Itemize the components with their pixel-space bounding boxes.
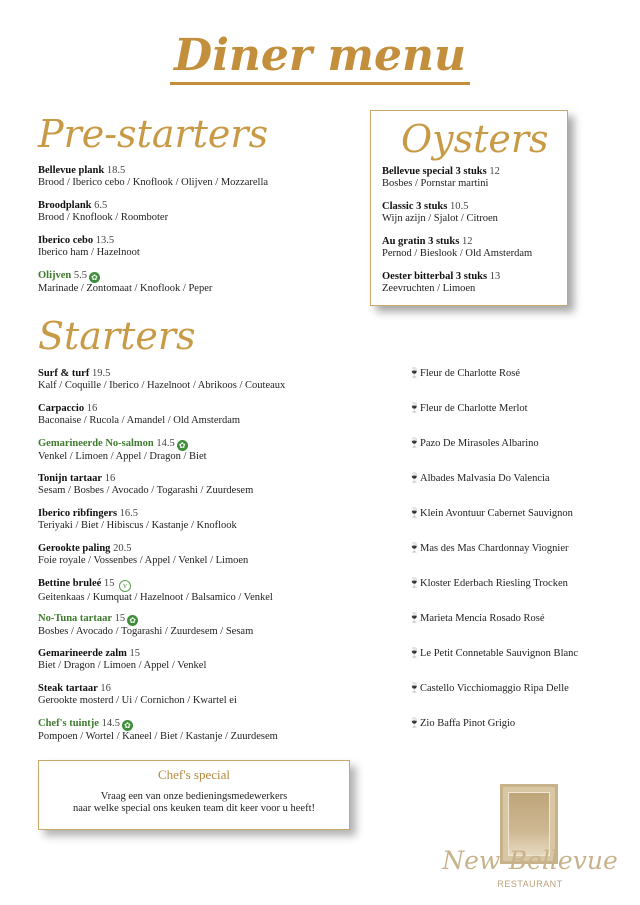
pre-starters-list (38, 165, 268, 305)
item-price: 15 (129, 648, 141, 659)
menu-item (38, 438, 285, 473)
item-price: 19.5 (91, 368, 111, 379)
item-name: Iberico cebo (38, 235, 94, 246)
item-price: 16 (100, 683, 111, 694)
item-price: 12 (461, 236, 473, 247)
item-name: No-Tuna tartaar (38, 613, 112, 624)
wine-name: Pazo De Mirasoles Albarino (420, 438, 539, 449)
item-price: 10.5 (449, 201, 469, 212)
menu-item (38, 648, 285, 683)
item-price: 13 (489, 271, 501, 282)
vegan-icon: ✿ (177, 440, 188, 451)
chefs-special-text (39, 791, 349, 815)
item-name: Chef's tuintje (38, 718, 99, 729)
item-name: Classic 3 stuks (382, 201, 448, 212)
wine-pairing-list (408, 368, 578, 753)
menu-item (38, 403, 285, 438)
menu-item (38, 543, 285, 578)
menu-item (38, 473, 285, 508)
wine-name: Castello Vicchiomaggio Ripa Delle (420, 683, 569, 694)
item-name: Gemarineerde zalm (38, 648, 127, 659)
item-description: Marinade / Zontomaat / Knoflook / Peper (38, 283, 213, 294)
wine-pairing (408, 543, 578, 578)
menu-item (38, 368, 285, 403)
vegan-icon: ✿ (127, 615, 138, 626)
item-description: Pompoen / Wortel / Kaneel / Biet / Kastanje / Zuurdesem (38, 731, 278, 742)
page-title: Diner menu (0, 30, 640, 85)
item-name: Steak tartaar (38, 683, 98, 694)
item-name: Broodplank (38, 200, 92, 211)
item-description: Kalf / Coquille / Iberico / Hazelnoot / Abrikoos / Couteaux (38, 380, 286, 391)
item-description: Pernod / Bieslook / Old Amsterdam (382, 248, 533, 259)
menu-item (38, 270, 268, 305)
oysters-heading: Oysters (401, 117, 549, 161)
wine-glass-icon: 🍷 (408, 508, 421, 519)
item-description: Bosbes / Pornstar martini (382, 178, 489, 189)
item-price: 16 (104, 473, 116, 484)
vegan-icon: ✿ (122, 720, 133, 731)
item-price: 6.5 (94, 200, 108, 211)
logo-name: New-Bellevue (442, 846, 618, 875)
wine-glass-icon: 🍷 (408, 648, 421, 659)
item-price: 16 (86, 403, 98, 414)
item-description: Brood / Knoflook / Roomboter (38, 212, 169, 223)
item-description: Foie royale / Vossenbes / Appel / Venkel / Limoen (38, 555, 249, 566)
wine-glass-icon: 🍷 (408, 368, 421, 379)
wine-name: Marieta Mencia Rosado Rosé (420, 613, 545, 624)
wine-pairing (408, 648, 578, 683)
menu-item (382, 166, 532, 201)
menu-item (382, 271, 532, 306)
oysters-box (370, 110, 568, 306)
chefs-special-title: Chef's special (157, 767, 230, 782)
wine-glass-icon: 🍷 (408, 438, 421, 449)
item-price: 18.5 (106, 165, 126, 176)
item-name: Tonijn tartaar (38, 473, 103, 484)
wine-pairing (408, 613, 578, 648)
wine-glass-icon: 🍷 (408, 473, 421, 484)
wine-name: Fleur de Charlotte Rosé (420, 368, 521, 379)
wine-name: Mas des Mas Chardonnay Viognier (420, 543, 569, 554)
chefs-special-line: Vraag een van onze bedieningsmedewerkers (100, 791, 288, 802)
item-description: Gerookte mosterd / Ui / Cornichon / Kwartel ei (38, 695, 237, 706)
vegetarian-icon: v (119, 580, 131, 592)
wine-pairing (408, 403, 578, 438)
wine-name: Zio Baffa Pinot Grigio (420, 718, 516, 729)
wine-glass-icon: 🍷 (408, 718, 421, 729)
wine-name: Le Petit Connetable Sauvignon Blanc (420, 648, 579, 659)
wine-glass-icon: 🍷 (408, 613, 421, 624)
wine-pairing (408, 508, 578, 543)
item-price: 13.5 (95, 235, 115, 246)
wine-pairing (408, 718, 578, 753)
item-name: Bellevue plank (38, 165, 105, 176)
item-description: Sesam / Bosbes / Avocado / Togarashi / Zuurdesem (38, 485, 254, 496)
wine-name: Kloster Ederbach Riesling Trocken (420, 578, 568, 589)
item-description: Zeevruchten / Limoen (382, 283, 476, 294)
wine-pairing (408, 578, 578, 613)
wine-glass-icon: 🍷 (408, 683, 421, 694)
pre-starters-heading: Pre-starters (38, 112, 269, 156)
wine-name: Albades Malvasia Do Valencia (420, 473, 550, 484)
item-price: 12 (489, 166, 500, 177)
item-name: Surf & turf (38, 368, 90, 379)
logo-subtitle: RESTAURANT (497, 879, 563, 889)
item-name: Bellevue special 3 stuks (382, 166, 487, 177)
item-name: Bettine bruleé (38, 578, 102, 589)
menu-item (38, 508, 285, 543)
item-price: 16.5 (119, 508, 139, 519)
menu-item (38, 683, 285, 718)
oysters-list (382, 166, 532, 306)
wine-glass-icon: 🍷 (408, 403, 421, 414)
item-description: Biet / Dragon / Limoen / Appel / Venkel (38, 660, 207, 671)
chefs-special-line: naar welke special ons keuken team dit keer voor u heeft! (73, 803, 315, 814)
item-price: 15 (103, 578, 115, 589)
starters-list (38, 368, 285, 753)
menu-item (38, 718, 285, 753)
item-name: Gerookte paling (38, 543, 111, 554)
wine-glass-icon: 🍷 (408, 578, 421, 589)
item-price: 15 (114, 613, 126, 624)
item-name: Carpaccio (38, 403, 85, 414)
item-name: Oester bitterbal 3 stuks (382, 271, 488, 282)
item-description: Venkel / Limoen / Appel / Dragon / Biet (38, 451, 207, 462)
item-price: 14.5 (101, 718, 120, 729)
menu-item (382, 236, 532, 271)
restaurant-logo (430, 780, 630, 895)
item-name: Iberico ribfingers (38, 508, 118, 519)
item-description: Brood / Iberico cebo / Knoflook / Olijven / Mozzarella (38, 177, 269, 188)
item-price: 5.5 (73, 270, 87, 281)
item-description: Wijn azijn / Sjalot / Citroen (382, 213, 498, 224)
item-price: 14.5 (156, 438, 175, 449)
item-description: Bosbes / Avocado / Togarashi / Zuurdesem / Sesam (38, 626, 254, 637)
starters-heading: Starters (38, 314, 196, 358)
wine-name: Klein Avontuur Cabernet Sauvignon (420, 508, 573, 519)
menu-item (38, 165, 268, 200)
item-name: Au gratin 3 stuks (382, 236, 460, 247)
menu-item (38, 200, 268, 235)
item-name: Gemarineerde No-salmon (38, 438, 154, 449)
menu-item (38, 613, 285, 648)
item-price: 20.5 (113, 543, 132, 554)
chefs-special-box (38, 760, 350, 830)
wine-pairing (408, 368, 578, 403)
wine-name: Fleur de Charlotte Merlot (420, 403, 528, 414)
wine-glass-icon: 🍷 (408, 543, 421, 554)
wine-pairing (408, 438, 578, 473)
menu-item (38, 235, 268, 270)
vegan-icon: ✿ (89, 272, 100, 283)
menu-item (382, 201, 532, 236)
menu-item (38, 578, 285, 613)
item-description: Teriyaki / Biet / Hibiscus / Kastanje / Knoflook (38, 520, 237, 531)
wine-pairing (408, 473, 578, 508)
wine-pairing (408, 683, 578, 718)
item-description: Iberico ham / Hazelnoot (38, 247, 140, 258)
item-name: Olijven (38, 270, 72, 281)
item-description: Geitenkaas / Kumquat / Hazelnoot / Balsamico / Venkel (38, 592, 273, 603)
item-description: Baconaise / Rucola / Amandel / Old Amsterdam (38, 415, 241, 426)
